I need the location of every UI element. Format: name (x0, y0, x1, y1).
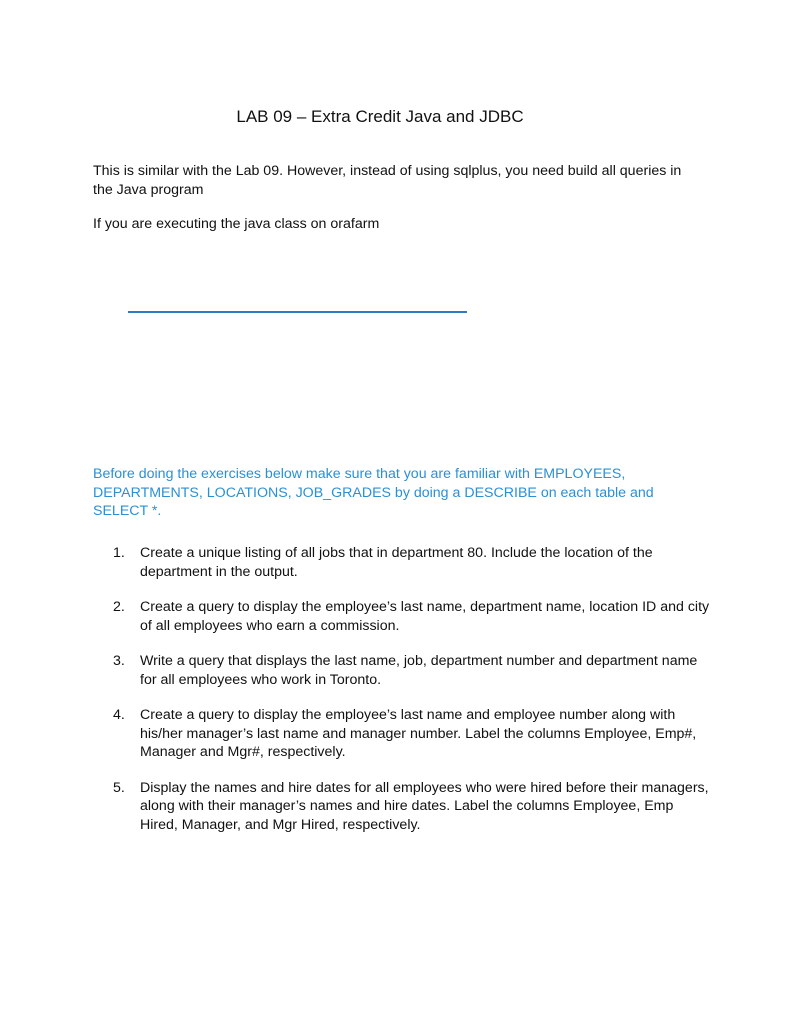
exercise-item (113, 598, 713, 635)
exercise-number: 1. (113, 545, 125, 561)
intro-paragraph: This is similar with the Lab 09. However, instead of using sqlplus, you need build all queries in the Java program (93, 163, 682, 198)
exercise-list (113, 544, 713, 851)
exercise-number: 2. (113, 599, 125, 615)
exercise-text: Create a unique listing of all jobs that in department 80. Include the location of the department in the output. (140, 545, 653, 580)
exercise-number: 3. (113, 653, 125, 669)
exercise-text: Write a query that displays the last name, job, department number and department name for all employees who work in Toronto. (140, 653, 698, 688)
exercise-item (113, 706, 713, 762)
document-title: LAB 09 – Extra Credit Java and JDBC (236, 107, 524, 126)
exercise-item (113, 779, 713, 835)
prerequisite-note: Before doing the exercises below make sure that you are familiar with EMPLOYEES, DEPARTMENTS, LOCATIONS, JOB_GRADES by doing a DESCRIBE on each table and SELECT *. (93, 466, 654, 519)
orafarm-paragraph: If you are executing the java class on orafarm (93, 216, 380, 232)
exercise-text: Create a query to display the employee’s last name, department name, location ID and city of all employees who earn a commission. (140, 599, 710, 634)
exercise-text: Create a query to display the employee’s last name and employee number along with his/her manager’s last name and manager number. Label the columns Employee, Emp#, Manager and Mgr#, respectively. (140, 707, 697, 760)
hyperlink-underline[interactable] (128, 311, 467, 313)
exercise-text: Display the names and hire dates for all employees who were hired before their managers, along with their manager’s names and hire dates. Label the columns Employee, Emp Hired, Manager, and Mgr Hired, respectively. (140, 779, 709, 833)
exercise-number: 5. (113, 779, 125, 796)
exercise-item (113, 652, 713, 689)
exercise-number: 4. (113, 707, 125, 723)
exercise-item (113, 544, 713, 581)
